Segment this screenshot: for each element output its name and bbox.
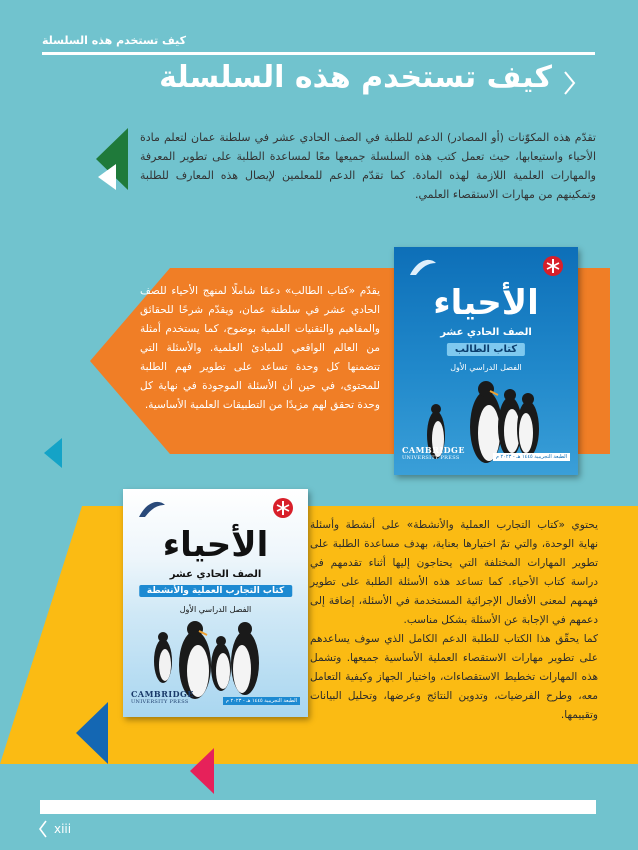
workbook-paragraph-1: يحتوي «كتاب التجارب العملية والأنشطة» على أنشطة وأسئلة نهاية الوحدة، والتي تمّ اختيارها بعناية، بهدف مساعدة الطلبة على تطوير المهارات المختلفة التي يحتاجون إليها أثناء تقدمهم في دراسة كتاب الأحياء. كما تساعد هذه الأسئلة الطلبة على تطوير فهمهم لمعنى الأفعال الإجرائية المستخدمة في الأسئلة، إضافة إلى دعمهم في الإجابة عن الأسئلة بشكل مناسب.	[310, 519, 598, 626]
edition-years: ١٤٤٥ هـ - ٢٠٢٣ م	[225, 698, 263, 704]
student-book-cover	[394, 247, 578, 475]
pink-triangle-decoration	[190, 748, 214, 794]
edition-years: ١٤٤٥ هـ - ٢٠٢٣ م	[495, 454, 533, 460]
chevron-right-icon	[562, 70, 576, 96]
chevron-left-icon	[38, 819, 48, 839]
blue-triangle-decoration	[76, 702, 108, 764]
book-subject: الأحياء	[433, 283, 539, 323]
publisher-name: CAMBRIDGE	[131, 689, 194, 699]
header-rule	[42, 52, 595, 55]
ministry-bird-logo-icon	[408, 255, 438, 279]
book-subject: الأحياء	[162, 525, 269, 565]
book-grade: الصف الحادي عشر	[440, 327, 532, 338]
publisher-logo	[402, 445, 465, 461]
workbook-cover	[123, 489, 308, 717]
section-header-label: كيف تستخدم هذه السلسلة	[42, 34, 187, 47]
edition-text: الطبعة التجريبية	[534, 454, 567, 460]
workbook-description	[310, 516, 598, 725]
student-book-description: يقدّم «كتاب الطالب» دعمًا شاملًا لمنهج الأحياء للصف الحادي عشر في سلطنة عمان، ويقدّم شرحًا للحقائق والمفاهيم والتقنيات العلمية بوضوح، كما يستخدم أمثلة من العالم الواقعي للمبادئ العلمية. والأسئلة التي تتضمنها كل وحدة تساعد على تطوير فهم الطلبة للمحتوى، في حين أن الأسئلة الموجودة في نهاية كل وحدة تحقق لهم مزيدًا من التطبيقات العلمية الأساسية.	[140, 285, 380, 411]
cyan-triangle-decoration	[44, 438, 62, 468]
workbook-paragraph-2: كما يحقّق هذا الكتاب للطلبة الدعم الكامل الذي سوف يساعدهم على تطوير مهارات الاستقصاء العملية الأساسية جميعها. وتشمل هذه المهارات تخطيط الاستقصاءات، واختيار الجهاز وكيفية التعامل معه، وطرح الفرضيات، وتدوين النتائج وعرضها، وتحليل البيانات وتقييمها.	[310, 633, 598, 721]
intro-paragraph: تقدّم هذه المكوّنات (أو المصادر) الدعم للطلبة في الصف الحادي عشر في سلطنة عمان لتعلم مادة الأحياء واستيعابها، حيث تعمل كتب هذه السلسلة جميعها معًا لمساعدة الطلبة على تطوير المعرفة والمهارات العلمية اللازمة لهذه المادة. كما تقدّم الدعم للمعلمين لإيصال هذه المعارف للطلبة وتمكينهم من مهارات الاستقصاء العلمي.	[140, 131, 596, 201]
ministry-bird-logo-icon	[137, 497, 167, 521]
book-type-tag: كتاب التجارب العملية والأنشطة	[139, 585, 293, 597]
publisher-name: CAMBRIDGE	[402, 445, 465, 455]
edition-label	[223, 697, 300, 705]
page-number: xiii	[54, 822, 72, 836]
footer-bar	[40, 800, 596, 814]
page-title: كيف تستخدم هذه السلسلة	[159, 60, 552, 95]
publisher-logo	[131, 689, 194, 705]
book-term: الفصل الدراسي الأول	[179, 605, 252, 614]
white-triangle-decoration	[98, 164, 116, 190]
edition-label	[493, 453, 570, 461]
oman-emblem-icon	[542, 255, 564, 277]
book-type-tag: كتاب الطالب	[447, 343, 525, 356]
publisher-sub: UNIVERSITY PRESS	[402, 455, 460, 461]
publisher-sub: UNIVERSITY PRESS	[131, 699, 189, 705]
book-grade: الصف الحادي عشر	[169, 569, 262, 580]
edition-text: الطبعة التجريبية	[264, 698, 297, 704]
oman-emblem-icon	[272, 497, 294, 519]
book-term: الفصل الدراسي الأول	[450, 363, 522, 372]
